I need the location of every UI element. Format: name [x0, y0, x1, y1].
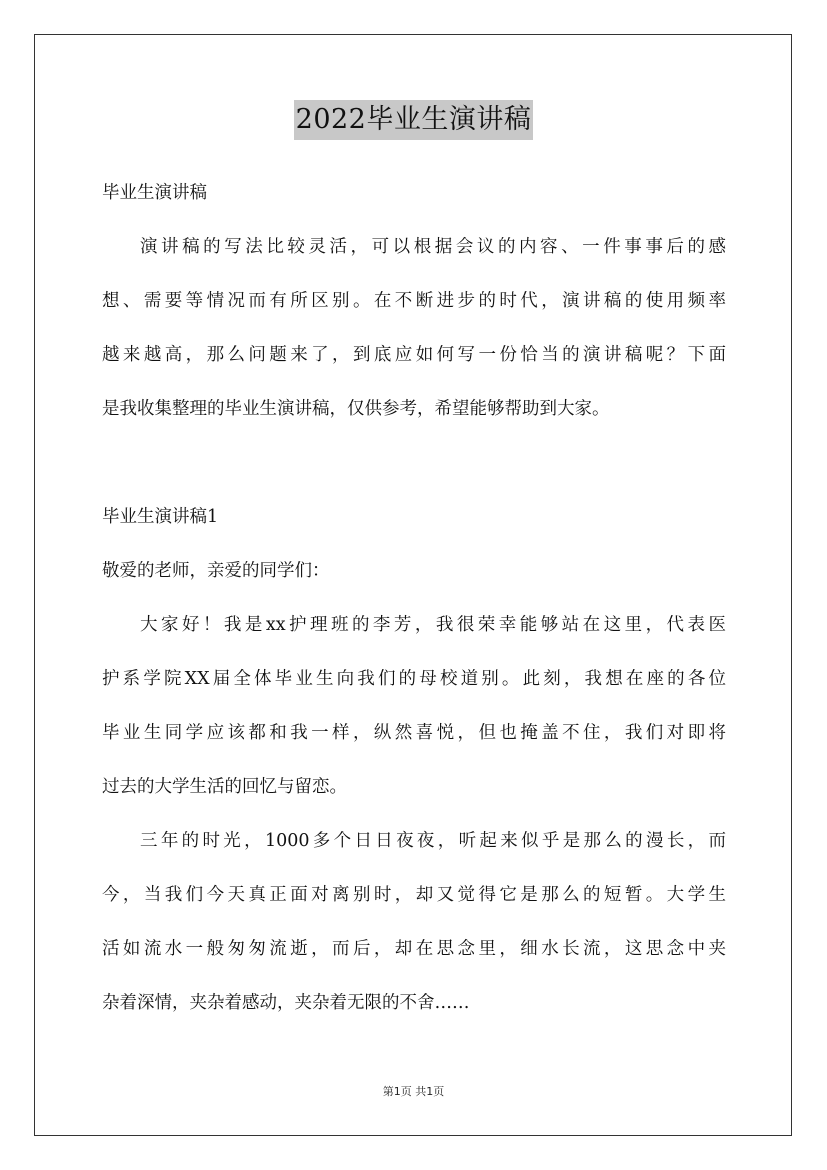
title-container	[0, 100, 827, 140]
page-footer: 第1页 共1页	[382, 1085, 445, 1098]
paragraph-line: 杂着深情，夹杂着感动，夹杂着无限的不舍……	[102, 993, 470, 1013]
paragraph-line: 今，当我们今天真正面对离别时，却又觉得它是那么的短暂。大学生	[102, 885, 726, 905]
paragraph-line: 想、需要等情况而有所区别。在不断进步的时代，演讲稿的使用频率	[102, 291, 726, 311]
salutation-line: 敬爱的老师，亲爱的同学们：	[102, 561, 330, 581]
paragraph-line: 护系学院XX届全体毕业生向我们的母校道别。此刻，我想在座的各位	[102, 669, 726, 689]
paragraph-line: 三年的时光，1000多个日日夜夜，听起来似乎是那么的漫长，而	[140, 831, 726, 851]
paragraph-line: 越来越高，那么问题来了，到底应如何写一份恰当的演讲稿呢？下面	[102, 345, 726, 365]
paragraph-line: 大家好！我是xx护理班的李芳，我很荣幸能够站在这里，代表医	[140, 615, 726, 635]
paragraph-line: 毕业生同学应该都和我一样，纵然喜悦，但也掩盖不住，我们对即将	[102, 723, 726, 743]
paragraph-line: 是我收集整理的毕业生演讲稿，仅供参考，希望能够帮助到大家。	[102, 399, 610, 419]
paragraph-line: 活如流水一般匆匆流逝，而后，却在思念里，细水长流，这思念中夹	[102, 939, 726, 959]
paragraph-line: 演讲稿的写法比较灵活，可以根据会议的内容、一件事事后的感	[140, 237, 726, 257]
section-heading: 毕业生演讲稿1	[102, 507, 219, 527]
paragraph-line: 过去的大学生活的回忆与留恋。	[102, 777, 347, 797]
document-body	[102, 166, 726, 1030]
section-heading: 毕业生演讲稿	[102, 183, 207, 203]
document-title: 2022毕业生演讲稿	[294, 100, 534, 140]
blank-line	[102, 436, 726, 490]
